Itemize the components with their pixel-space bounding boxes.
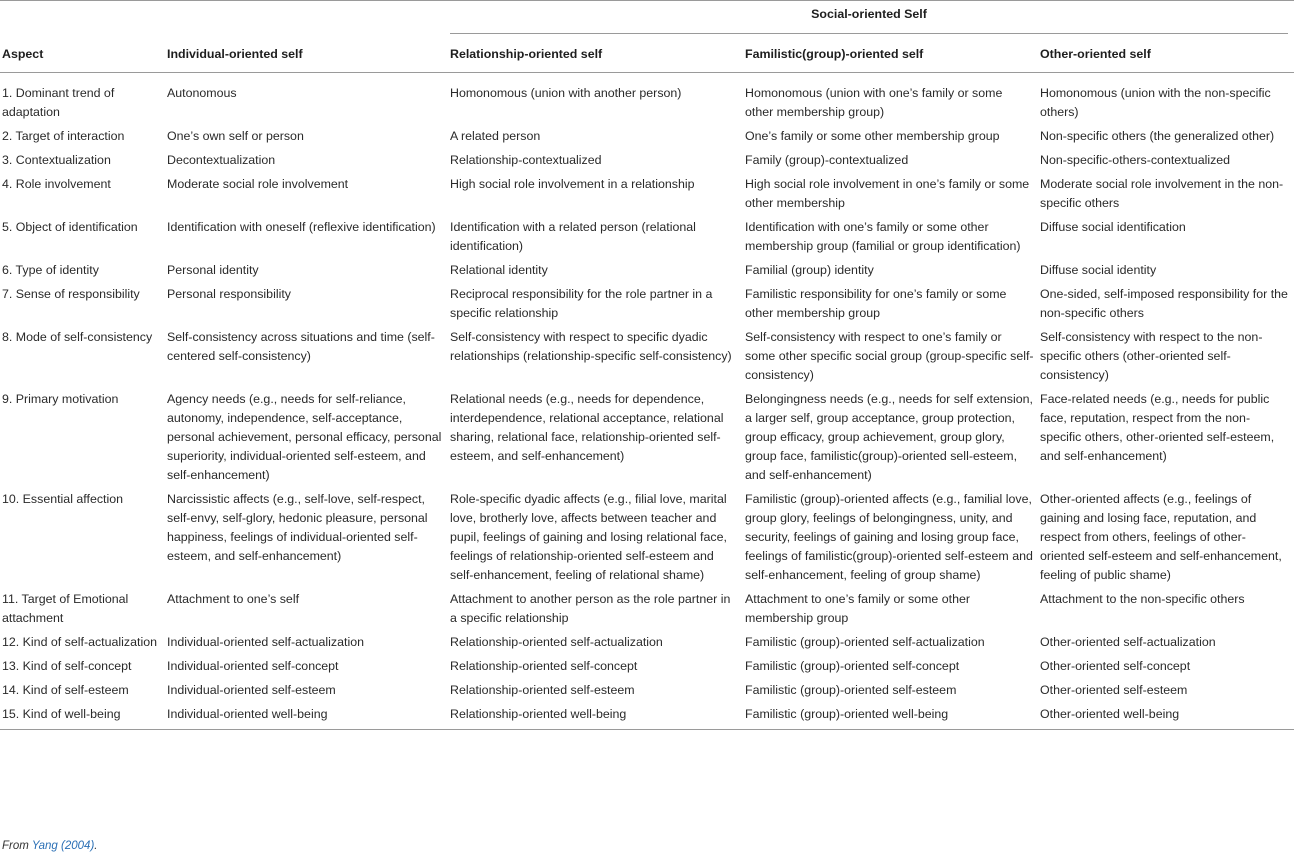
footnote-prefix: From: [2, 840, 32, 852]
aspect-cell: 7. Sense of responsibility: [2, 287, 140, 301]
individual-cell: Personal identity: [167, 263, 259, 277]
familistic-cell: Family (group)-contextualized: [745, 153, 909, 167]
relationship-cell: Relationship-oriented self-actualization: [450, 635, 663, 649]
table-row: [0, 487, 1294, 587]
other-cell: Attachment to the non-specific others: [1040, 592, 1245, 606]
column-header-familistic: Familistic(group)-oriented self: [743, 36, 1038, 73]
individual-cell: Individual-oriented self-actualization: [167, 635, 364, 649]
other-cell: One-sided, self-imposed responsibility for the non-specific others: [1040, 287, 1288, 320]
familistic-cell: Familistic (group)-oriented self-esteem: [745, 683, 957, 697]
table-header: [0, 1, 1294, 73]
other-cell: Other-oriented affects (e.g., feelings of gaining and losing face, reputation, and respect from others, feelings of other-oriented self-esteem and self-enhancement, feeling of public shame): [1040, 492, 1282, 582]
familistic-cell: Belongingness needs (e.g., needs for self extension, a larger self, group acceptance, group protection, group efficacy, group achievement, group glory, group face, familistic(group)-oriented sell-esteem, and self-enhancement): [745, 392, 1033, 482]
footnote-suffix: .: [94, 840, 98, 852]
social-oriented-self-header: [448, 1, 1294, 37]
relationship-cell: Reciprocal responsibility for the role partner in a specific relationship: [450, 287, 713, 320]
relationship-cell: Relationship-oriented well-being: [448, 702, 743, 730]
column-header-aspect: Aspect: [0, 36, 165, 73]
table-row: [0, 325, 1294, 387]
aspect-cell: 5. Object of identification: [2, 220, 138, 234]
table-row: [0, 73, 1294, 125]
other-cell: Self-consistency with respect to the non-specific others (other-oriented self-consistency): [1040, 330, 1263, 382]
individual-cell: Agency needs (e.g., needs for self-reliance, autonomy, independence, self-acceptance, personal achievement, personal efficacy, personal superiority, individual-oriented self-esteem, and self-enhancement): [167, 392, 442, 482]
individual-cell: Individual-oriented self-concept: [167, 659, 339, 673]
individual-cell: Attachment to one’s self: [167, 592, 300, 606]
aspect-cell: 15. Kind of well-being: [0, 702, 165, 730]
individual-cell: Self-consistency across situations and time (self-centered self-consistency): [167, 330, 435, 363]
citation-link[interactable]: Yang (2004): [31, 840, 95, 852]
relationship-cell: Self-consistency with respect to specific dyadic relationships (relationship-specific self-consistency): [450, 330, 732, 363]
other-cell: Homonomous (union with the non-specific others): [1040, 86, 1271, 119]
other-cell: Non-specific others (the generalized other): [1040, 129, 1275, 143]
individual-cell: Identification with oneself (reflexive identification): [167, 220, 436, 234]
relationship-cell: Attachment to another person as the role partner in a specific relationship: [450, 592, 731, 625]
aspect-cell: 3. Contextualization: [2, 153, 111, 167]
aspect-cell: 6. Type of identity: [2, 263, 99, 277]
familistic-cell: Familial (group) identity: [745, 263, 874, 277]
individual-cell: Personal responsibility: [167, 287, 291, 301]
aspect-cell: 12. Kind of self-actualization: [2, 635, 157, 649]
table-row: [0, 124, 1294, 148]
aspect-cell: 9. Primary motivation: [2, 392, 119, 406]
other-cell: Other-oriented self-concept: [1040, 659, 1191, 673]
other-cell: Diffuse social identification: [1040, 220, 1186, 234]
aspect-cell: 8. Mode of self-consistency: [2, 330, 153, 344]
header-group-row: [0, 1, 1294, 37]
relationship-cell: Relational needs (e.g., needs for dependence, interdependence, relational acceptance, relational sharing, relational face, relationship-oriented self-esteem, and self-enhancement): [450, 392, 724, 463]
table-row: [0, 654, 1294, 678]
aspect-cell: 11. Target of Emotional attachment: [2, 592, 129, 625]
other-cell: Other-oriented self-esteem: [1040, 683, 1188, 697]
table-row: [0, 387, 1294, 487]
individual-cell: One’s own self or person: [167, 129, 304, 143]
familistic-cell: Familistic (group)-oriented self-concept: [745, 659, 960, 673]
table-row: [0, 678, 1294, 702]
familistic-cell: Familistic (group)-oriented affects (e.g., familial love, group glory, feelings of belongingness, unity, and security, feelings of gaining and losing group face, feelings of familistic(group)-oriented self-esteem and self-enhancement, feeling of group shame): [745, 492, 1033, 582]
individual-cell: Individual-oriented well-being: [165, 702, 448, 730]
table-row: [0, 587, 1294, 630]
familistic-cell: Attachment to one’s family or some other membership group: [745, 592, 970, 625]
relationship-cell: Relational identity: [450, 263, 548, 277]
individual-cell: Decontextualization: [167, 153, 276, 167]
familistic-cell: High social role involvement in one’s family or some other membership: [745, 177, 1030, 210]
relationship-cell: Relationship-contextualized: [450, 153, 602, 167]
table-row: [0, 702, 1294, 730]
other-cell: Moderate social role involvement in the non-specific others: [1040, 177, 1284, 210]
other-cell: Non-specific-others-contextualized: [1040, 153, 1231, 167]
source-footnote: [2, 840, 97, 852]
individual-cell: Narcissistic affects (e.g., self-love, self-respect, self-envy, self-glory, hedonic pleasure, personal happiness, feelings of individual-oriented self-esteem, and self-enhancement): [167, 492, 428, 563]
relationship-cell: Relationship-oriented self-esteem: [450, 683, 635, 697]
other-cell: Other-oriented self-actualization: [1040, 635, 1216, 649]
aspect-cell: 4. Role involvement: [2, 177, 111, 191]
header-columns-row: [0, 36, 1294, 73]
aspect-cell: 10. Essential affection: [2, 492, 124, 506]
relationship-cell: Homonomous (union with another person): [450, 86, 682, 100]
aspect-cell: 13. Kind of self-concept: [2, 659, 132, 673]
table-row: [0, 630, 1294, 654]
aspect-cell: 14. Kind of self-esteem: [2, 683, 129, 697]
familistic-cell: One’s family or some other membership group: [745, 129, 1000, 143]
relationship-cell: Role-specific dyadic affects (e.g., filial love, marital love, brotherly love, affects between teacher and pupil, feelings of gaining and losing relational face, feelings of relationship-oriented self-esteem and self-enhancement, feeling of relational shame): [450, 492, 727, 582]
individual-cell: Individual-oriented self-esteem: [167, 683, 336, 697]
group-label: Social-oriented Self: [450, 5, 1288, 34]
table-row: [0, 215, 1294, 258]
other-cell: Diffuse social identity: [1040, 263, 1157, 277]
relationship-cell: Identification with a related person (relational identification): [450, 220, 696, 253]
familistic-cell: Familistic (group)-oriented well-being: [743, 702, 1038, 730]
table-row: [0, 172, 1294, 215]
table-row: [0, 282, 1294, 325]
column-header-individual: Individual-oriented self: [165, 36, 448, 73]
other-cell: Other-oriented well-being: [1038, 702, 1294, 730]
individual-cell: Moderate social role involvement: [167, 177, 349, 191]
familistic-cell: Identification with one’s family or some other membership group (familial or group identification): [745, 220, 1021, 253]
relationship-cell: A related person: [450, 129, 541, 143]
aspect-cell: 1. Dominant trend of adaptation: [2, 86, 115, 119]
table-row: [0, 258, 1294, 282]
relationship-cell: Relationship-oriented self-concept: [450, 659, 638, 673]
relationship-cell: High social role involvement in a relationship: [450, 177, 695, 191]
familistic-cell: Homonomous (union with one’s family or some other membership group): [745, 86, 1003, 119]
individual-cell: Autonomous: [167, 86, 237, 100]
other-cell: Face-related needs (e.g., needs for public face, reputation, respect from the non-specific others, other-oriented self-esteem, and self-enhancement): [1040, 392, 1275, 463]
column-header-relationship: Relationship-oriented self: [448, 36, 743, 73]
familistic-cell: Self-consistency with respect to one’s family or some other specific social group (group-specific self-consistency): [745, 330, 1034, 382]
familistic-cell: Familistic (group)-oriented self-actualization: [745, 635, 985, 649]
aspect-cell: 2. Target of interaction: [2, 129, 125, 143]
column-header-other: Other-oriented self: [1038, 36, 1294, 73]
table-body: [0, 73, 1294, 730]
familistic-cell: Familistic responsibility for one’s family or some other membership group: [745, 287, 1007, 320]
table-row: [0, 148, 1294, 172]
